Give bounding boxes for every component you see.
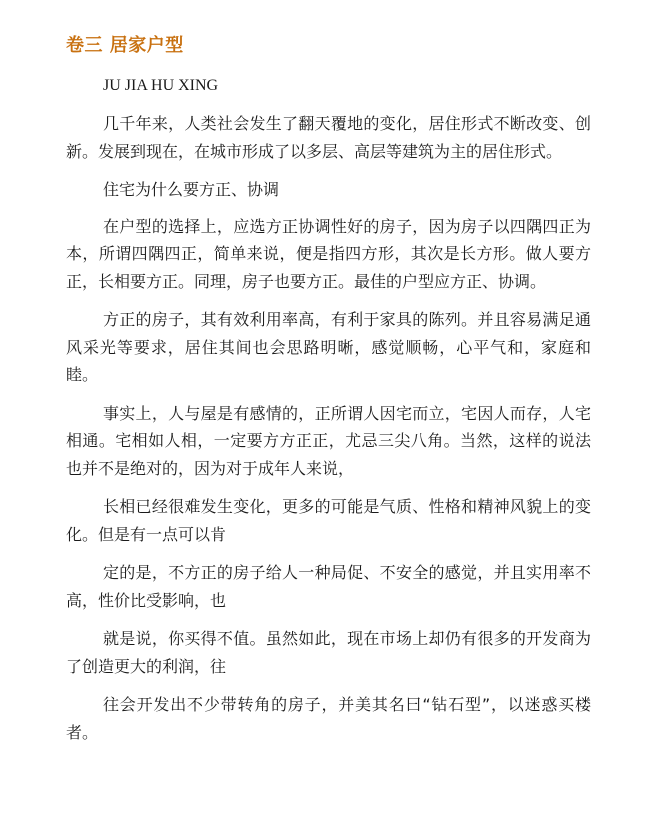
body-text bbox=[66, 110, 591, 757]
paragraph: 在户型的选择上，应选方正协调性好的房子，因为房子以四隅四正为本，所谓四隅四正，简单来说，便是指四方形，其次是长方形。做人要方正，长相要方正。同理，房子也要方正。最佳的户型应方正、协调。 bbox=[66, 216, 591, 291]
paragraph: 长相已经很难发生变化，更多的可能是气质、性格和精神风貌上的变化。但是有一点可以肯 bbox=[66, 497, 591, 544]
paragraph: 定的是，不方正的房子给人一种局促、不安全的感觉，并且实用率不高，性价比受影响，也 bbox=[66, 563, 591, 610]
paragraph: 往会开发出不少带转角的房子，并美其名曰“钻石型”，以迷惑买楼者。 bbox=[66, 695, 591, 742]
chapter-title: 卷三 居家户型 bbox=[66, 35, 184, 56]
section-heading: 住宅为什么要方正、协调 bbox=[103, 180, 280, 199]
paragraph: 几千年来，人类社会发生了翻天覆地的变化，居住形式不断改变、创新。发展到现在，在城市形成了以多层、高层等建筑为主的居住形式。 bbox=[66, 114, 591, 161]
paragraph: 方正的房子，其有效利用率高，有利于家具的陈列。并且容易满足通风采光等要求，居住其间也会思路明晰，感觉顺畅，心平气和，家庭和睦。 bbox=[66, 310, 591, 384]
paragraph: 事实上，人与屋是有感情的，正所谓人因宅而立，宅因人而存，人宅相通。宅相如人相，一定要方方正正，尤忌三尖八角。当然，这样的说法也并不是绝对的，因为对于成年人来说， bbox=[66, 403, 591, 478]
paragraph: 就是说，你买得不值。虽然如此，现在市场上却仍有很多的开发商为了创造更大的利润，往 bbox=[66, 629, 591, 676]
chapter-pinyin-subtitle: JU JIA HU XING bbox=[103, 77, 219, 94]
